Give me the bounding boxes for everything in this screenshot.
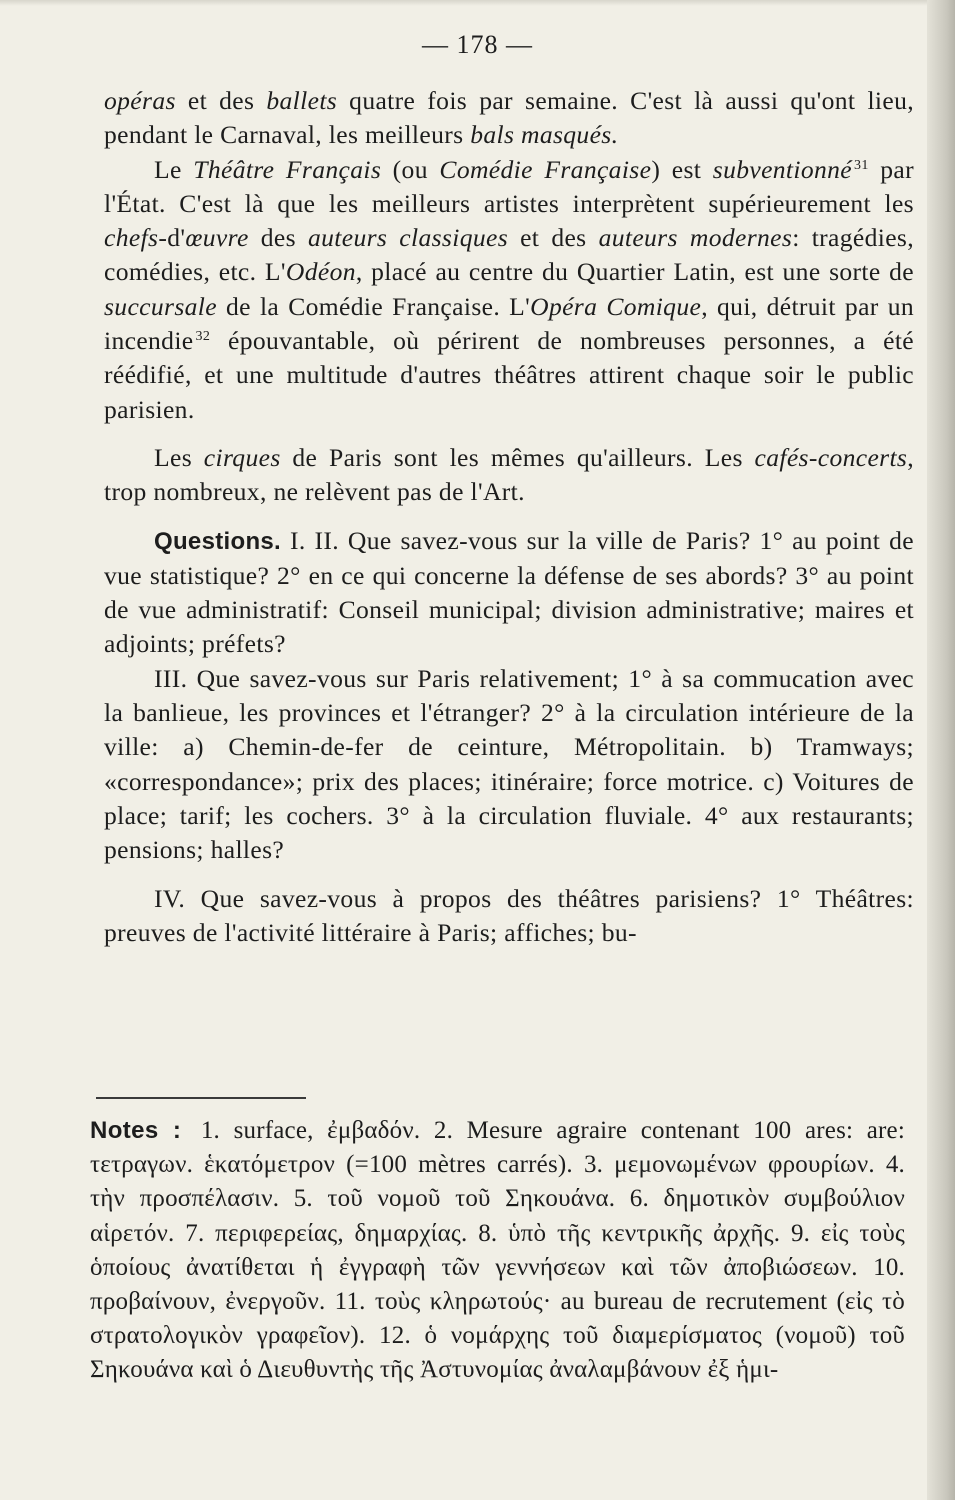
footnotes	[90, 1114, 905, 1388]
text-run: III. Que savez-vous sur Paris relativement; 1° à sa commucation avec la banlieue, les provinces et l'étranger? 2° à la circulation intérieure de la ville: a) Chemin-de-fer de ceinture, Métropolitain. b) Tramways; «correspondance»; prix des places; itinéraire; force motrice. c) Voitures de place; tarif; les cochers. 3° à la circulation fluviale. 4° aux restaurants; pensions; halles?	[104, 663, 914, 865]
text-run: : tragédies, comédies, etc. L'	[104, 223, 914, 287]
text-run: Opéra Comique	[530, 291, 702, 321]
text-run: ballets	[266, 86, 338, 115]
text-run: de Paris sont les mêmes qu'ailleurs. Les	[280, 442, 755, 472]
text-run: œuvre	[185, 223, 249, 253]
text-run: des	[248, 223, 308, 253]
text-run: auteurs classiques	[308, 223, 509, 253]
text-run: , placé au centre du Quartier Latin, est une sorte de	[355, 257, 914, 287]
text-run: chefs	[104, 223, 159, 253]
text-run: et des	[508, 223, 599, 253]
section-heading: Questions.	[154, 527, 282, 555]
footnote-separator	[96, 1097, 306, 1099]
text-run: Théâtre Français	[193, 154, 382, 184]
page-gutter-shadow	[927, 0, 955, 1500]
text-run: Les	[154, 442, 204, 472]
text-run: succursale	[104, 291, 217, 321]
page-top-edge	[0, 0, 955, 6]
text-run: épouvantable, où périrent de nombreuses personnes, a été réédifié, et une multitude d'autres théâtres attirent chaque soir le public parisien.	[104, 326, 914, 424]
text-run: Odéon	[285, 257, 356, 287]
text-run: Comédie Française	[439, 154, 652, 184]
text-run: auteurs modernes	[598, 223, 793, 253]
text-run: et des	[175, 86, 267, 115]
notes-label: Notes :	[90, 1117, 182, 1144]
footnote-ref: 32	[195, 329, 211, 345]
text-run: bals masqués.	[470, 120, 619, 150]
text-run: -d'	[158, 223, 186, 253]
text-run: Le	[154, 154, 194, 184]
body-text	[104, 84, 914, 950]
text-run: opéras	[104, 86, 176, 115]
paragraph	[104, 153, 914, 427]
text-run: , trop nombreux, ne relèvent pas de l'Art.	[104, 442, 914, 507]
footnote-ref: 31	[854, 157, 869, 173]
paragraph	[104, 84, 914, 153]
paragraph	[104, 441, 914, 510]
paragraph	[104, 662, 914, 868]
text-run: subventionné	[712, 154, 853, 184]
page-number: — 178 —	[422, 30, 533, 59]
text-run: par l'État. C'est là que les meilleurs artistes interprètent supérieurement les	[104, 154, 914, 218]
text-run: IV. Que savez-vous à propos des théâtres parisiens? 1° Théâtres: preuves de l'activité littéraire à Paris; affiches; bu-	[104, 883, 914, 947]
paragraph	[104, 882, 914, 951]
text-run: cafés-concerts	[754, 442, 908, 472]
text-run: cirques	[203, 442, 281, 472]
notes-text: 1. surface, ἐμβαδόν. 2. Mesure agraire contenant 100 ares: are: τετραγων. ἑκατόμετρον (=100 mètres carrés). 3. μεμονωμένων φρουρίων. 4. τὴν προσπέλασιν. 5. τοῦ νομοῦ τοῦ Σηκουάνα. 6. δημοτικὸν συμβούλιον αἱρετόν. 7. περιφερείας, δημαρχίας. 8. ὑπὸ τῆς κεντρικῆς ἀρχῆς. 9. εἰς τοὺς ὁποίους ἀνατίθεται ἡ ἐγγραφὴ τῶν γεννήσεων καὶ τῶν ἀποβιώσεων. 10. προβαίνουν, ἐνεργοῦν. 11. τοὺς κληρωτούς· au bureau de recrutement (εἰς τὸ στρατολογικὸν γραφεῖον). 12. ὁ νομάρχης τοῦ διαμερίσματος (νομοῦ) τοῦ Σηκουάνα καὶ ὁ Διευθυντὴς τῆς Ἀστυνομίας ἀναλαμβάνουν ἐξ ἡμι-	[90, 1117, 905, 1384]
text-run: , qui, détruit par un incendie	[104, 291, 915, 356]
text-run: quatre fois par semaine. C'est là aussi qu'ont lieu, pendant le Carnaval, les meilleurs	[104, 86, 914, 150]
text-run: de la Comédie Française. L'	[216, 291, 531, 321]
text-run: I. II. Que savez-vous sur la ville de Paris? 1° au point de vue statistique? 2° en ce qui concerne la défense de ses abords? 3° au point de vue administratif: Conseil municipal; division administrative; maires et adjoints; préfets?	[104, 525, 914, 659]
paragraph	[104, 524, 914, 662]
text-run: ) est	[651, 154, 713, 184]
text-run: (ou	[381, 154, 440, 184]
